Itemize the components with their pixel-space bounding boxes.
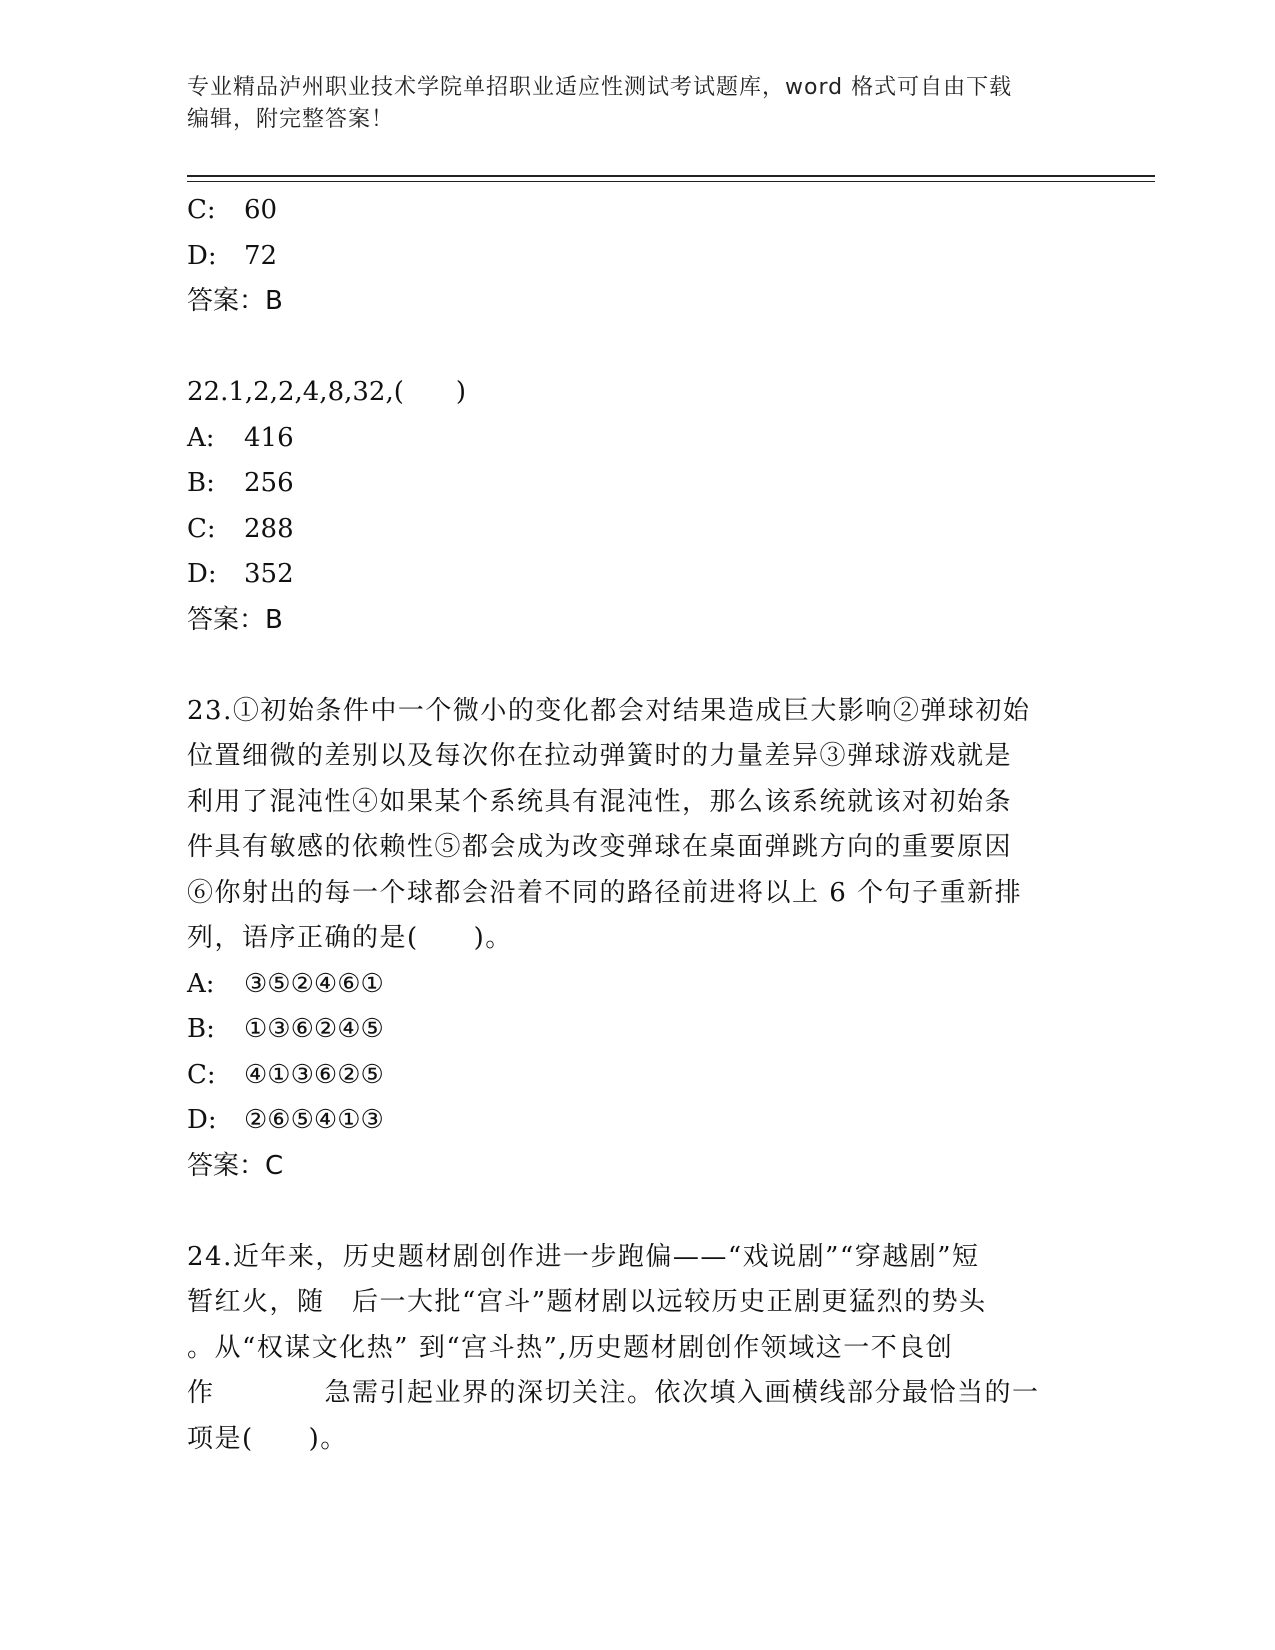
question-stem: 22.1,2,2,4,8,32,( ) xyxy=(187,377,467,407)
option-letter: D: xyxy=(187,240,217,271)
option-d xyxy=(187,552,1087,598)
option-text: ①③⑥②④⑤ xyxy=(244,1014,384,1044)
header-rule-thin xyxy=(187,181,1155,182)
option-letter: C: xyxy=(187,1059,216,1090)
spacer xyxy=(187,1189,1087,1235)
stem-line: 作 急需引起业界的深切关注。依次填入画横线部分最恰当的一 xyxy=(187,1378,1040,1408)
option-c xyxy=(187,507,1087,553)
stem-line: 利用了混沌性④如果某个系统具有混沌性，那么该系统就该对初始条 xyxy=(187,786,1013,817)
stem-line: 位置细微的差别以及每次你在拉动弹簧时的力量差异③弹球游戏就是 xyxy=(187,741,1013,771)
option-b xyxy=(187,461,1087,507)
option-letter: A: xyxy=(187,422,215,453)
stem-line: 23.①初始条件中一个微小的变化都会对结果造成巨大影响②弹球初始 xyxy=(187,695,1031,726)
option-text: 72 xyxy=(244,240,278,271)
option-text: 60 xyxy=(244,195,278,225)
document-body xyxy=(187,188,1087,1462)
question-stem xyxy=(187,1235,1067,1463)
question-24 xyxy=(187,1235,1087,1463)
option-text: 256 xyxy=(244,468,294,498)
question-23 xyxy=(187,689,1087,1190)
option-text: 352 xyxy=(244,559,294,589)
option-letter: C: xyxy=(187,195,216,225)
option-letter: A: xyxy=(187,968,215,999)
option-letter: B: xyxy=(187,1014,215,1044)
spacer xyxy=(187,325,1087,371)
option-letter: C: xyxy=(187,513,216,544)
header-line-1: 专业精品泸州职业技术学院单招职业适应性测试考试题库，word 格式可自由下载 xyxy=(187,75,1013,100)
option-b xyxy=(187,1007,1087,1053)
option-letter: D: xyxy=(187,559,217,589)
option-d xyxy=(187,234,1087,280)
stem-line: 暂红火，随 后一大批“宫斗”题材剧以远较历史正剧更猛烈的势头 xyxy=(187,1287,987,1317)
option-a xyxy=(187,962,1087,1008)
prev-question xyxy=(187,188,1087,325)
option-text: ③⑤②④⑥① xyxy=(244,968,384,999)
option-text: 288 xyxy=(244,513,294,544)
answer-line: 答案：C xyxy=(187,1150,284,1181)
answer-line: 答案：B xyxy=(187,604,283,635)
stem-line: ⑥你射出的每一个球都会沿着不同的路径前进将以上 6 个句子重新排 xyxy=(187,877,1023,908)
stem-line: 。从“权谋文化热” 到“宫斗热”,历史题材剧创作领域这一不良创 xyxy=(187,1332,954,1363)
question-stem xyxy=(187,689,1067,962)
stem-line: 件具有敏感的依赖性⑤都会成为改变弹球在桌面弹跳方向的重要原因 xyxy=(187,832,1013,862)
option-text: ②⑥⑤④①③ xyxy=(244,1105,384,1135)
option-c xyxy=(187,188,1087,234)
option-text: 416 xyxy=(244,422,294,453)
header-rule-thick xyxy=(187,175,1155,177)
option-letter: D: xyxy=(187,1105,217,1135)
question-22 xyxy=(187,370,1087,643)
stem-line: 24.近年来，历史题材剧创作进一步跑偏——“戏说剧”“穿越剧”短 xyxy=(187,1241,980,1272)
header-line-2: 编辑，附完整答案！ xyxy=(187,107,395,132)
option-c xyxy=(187,1053,1087,1099)
document-header xyxy=(187,72,1087,136)
option-d xyxy=(187,1098,1087,1144)
option-a xyxy=(187,416,1087,462)
option-text: ④①③⑥②⑤ xyxy=(244,1059,384,1090)
stem-line: 列，语序正确的是( )。 xyxy=(187,923,513,953)
stem-line: 项是( )。 xyxy=(187,1423,348,1454)
option-letter: B: xyxy=(187,468,215,498)
spacer xyxy=(187,643,1087,689)
answer-line: 答案：B xyxy=(187,286,283,316)
